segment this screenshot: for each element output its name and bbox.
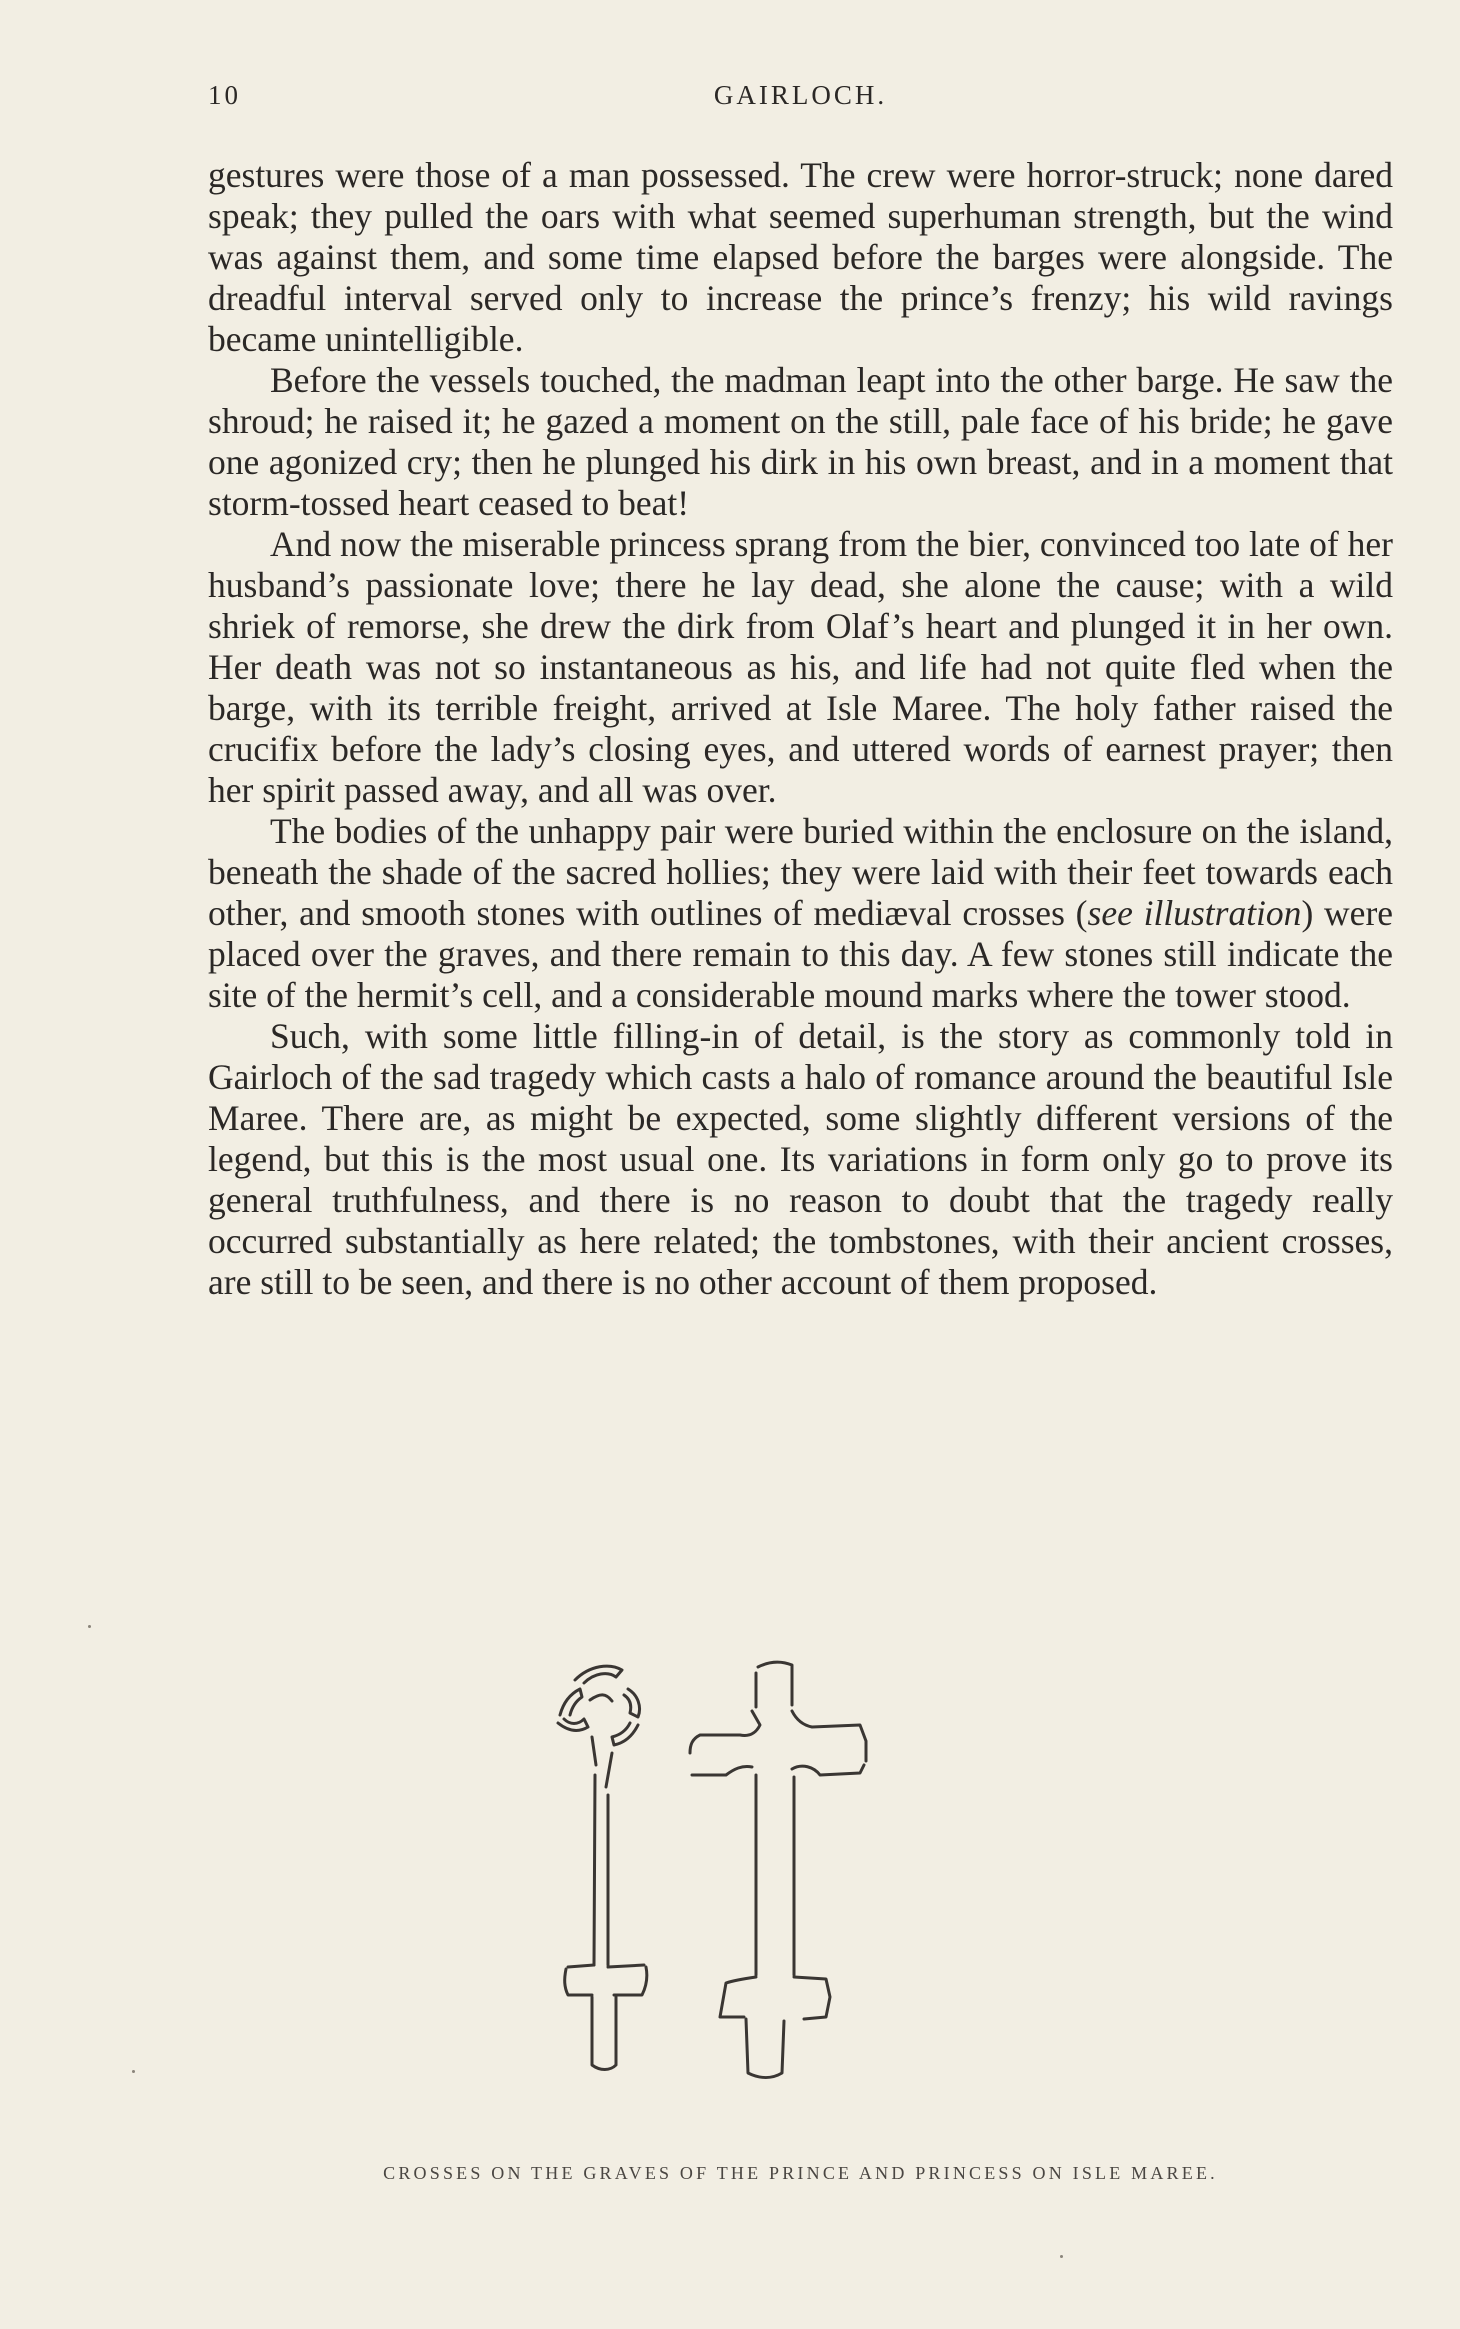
running-title: GAIRLOCH. — [713, 80, 888, 110]
illustration-reference: see illustration — [1087, 893, 1302, 933]
paragraph-legend: Such, with some little filling-in of detail, is the story as commonly told in Gairloch of the sad tragedy which casts a halo of romance around the beautiful Isle Maree. There are, as might be expected, some slightly different versions of the legend, but this is the most usual one. Its variations in form only go to prove its general truthfulness, and there is no reason to doubt that the tragedy really occurred substantially as here related; the tombstones, with their ancient crosses, are still to be seen, and there is no other account of them proposed. — [208, 1016, 1393, 1302]
paragraph-madman: Before the vessels touched, the madman leapt into the other barge. He saw the shroud; he raised it; he gazed a moment on the still, pale face of his bride; he gave one agonized cry; then he plunged his dirk in his own breast, and in a moment that storm-tossed heart ceased to beat! — [208, 360, 1393, 523]
paper-speck — [88, 1625, 91, 1628]
paper-speck — [1060, 2255, 1063, 2258]
page-number: 10 — [208, 80, 241, 110]
body-text — [208, 155, 1393, 1303]
paper-speck — [132, 2070, 135, 2073]
paragraph-continued: gestures were those of a man possessed. The crew were horror-struck; none dared speak; they pulled the oars with what seemed superhuman strength, but the wind was against them, and some time elapsed before the barges were alongside. The dreadful interval served only to increase the prince’s frenzy; his wild ravings became unintelligible. — [208, 155, 1393, 359]
running-head — [208, 80, 1393, 120]
burial-text-start: The bodies of the unhappy pair were buried within the enclosure on the island, beneath the shade of the sacred hollies; they were laid with their feet towards each other, and smooth stones with outlines of mediæval crosses ( — [208, 811, 1393, 933]
prince-cross-outline — [558, 1666, 647, 2069]
burial-text-end: ) were placed over the graves, and there remain to this day. A few stones still indicate the site of the hermit’s cell, and a considerable mound marks where the tower stood. — [208, 893, 1394, 1015]
figure-caption: CROSSES ON THE GRAVES OF THE PRINCE AND PRINCESS ON ISLE MAREE. — [383, 2163, 1218, 2183]
princess-cross-outline — [690, 1662, 866, 2077]
crosses-illustration — [520, 1645, 1080, 2125]
paragraph-burial — [208, 811, 1393, 1016]
paragraph-princess: And now the miserable princess sprang from the bier, convinced too late of her husband’s passionate love; there he lay dead, she alone the cause; with a wild shriek of remorse, she drew the dirk from Olaf’s heart and plunged it in her own. Her death was not so instantaneous as his, and life had not quite fled when the barge, with its terrible freight, arrived at Isle Maree. The holy father raised the crucifix before the lady’s closing eyes, and uttered words of earnest prayer; then her spirit passed away, and all was over. — [208, 524, 1393, 810]
